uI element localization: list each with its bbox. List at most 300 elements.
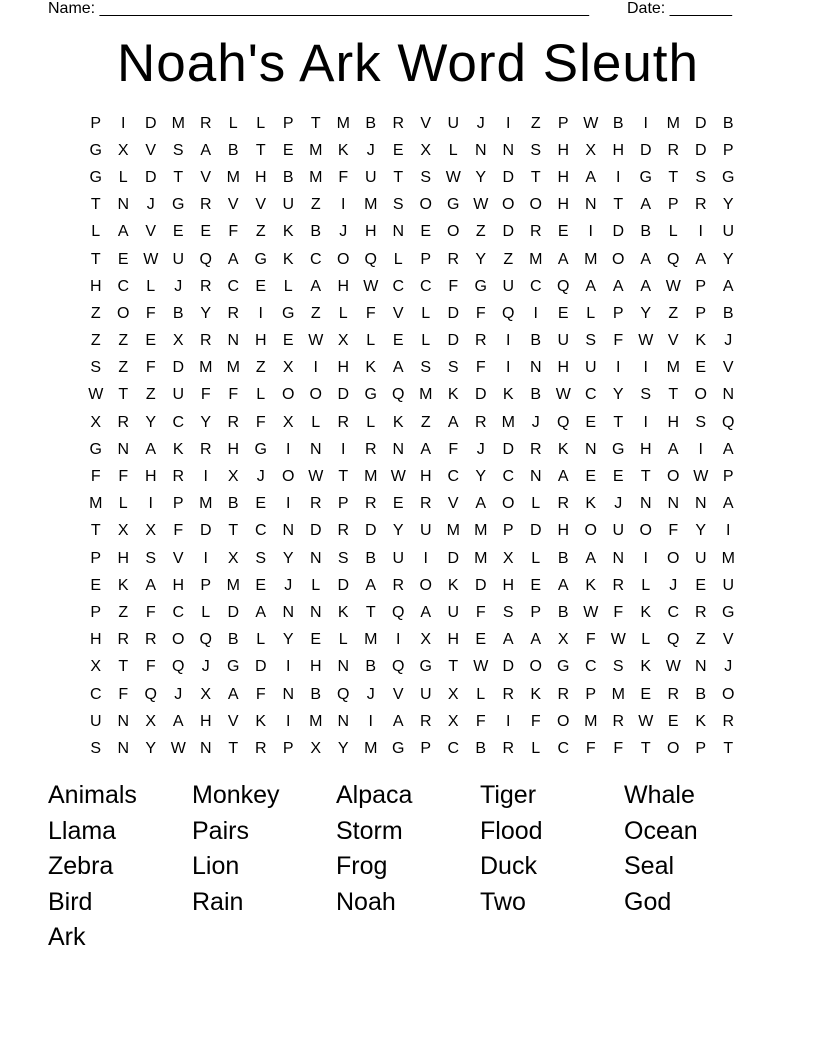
grid-letter: B	[227, 495, 239, 513]
grid-letter: N	[282, 522, 295, 540]
grid-letter: B	[172, 304, 184, 322]
grid-letter: M	[309, 168, 323, 186]
grid-letter: I	[698, 223, 703, 241]
grid-letter: A	[392, 712, 404, 730]
grid-letter: Z	[530, 114, 541, 132]
grid-letter: K	[365, 359, 377, 377]
grid-letter: L	[668, 223, 678, 241]
grid-letter: F	[613, 739, 624, 757]
grid-letter: T	[613, 196, 624, 214]
letter-grid	[82, 110, 742, 763]
grid-letter: I	[698, 440, 703, 458]
grid-letter: D	[447, 549, 460, 567]
grid-letter: X	[90, 658, 102, 676]
grid-letter: I	[368, 712, 373, 730]
grid-letter: U	[172, 386, 185, 404]
grid-letter: V	[227, 196, 239, 214]
grid-letter: Q	[557, 413, 570, 431]
grid-letter: L	[228, 114, 238, 132]
grid-letter: J	[669, 576, 678, 594]
grid-letter: S	[145, 549, 157, 567]
grid-letter: R	[447, 250, 460, 268]
grid-letter: S	[420, 168, 432, 186]
grid-letter: S	[337, 549, 349, 567]
grid-letter: C	[117, 277, 130, 295]
word-list-item: Two	[480, 887, 526, 916]
grid-letter: G	[172, 196, 185, 214]
grid-letter: C	[667, 603, 680, 621]
grid-letter: K	[255, 712, 267, 730]
grid-letter: L	[256, 386, 266, 404]
grid-letter: Y	[337, 739, 349, 757]
grid-letter: L	[146, 277, 156, 295]
word-list	[48, 778, 768, 956]
grid-letter: O	[529, 196, 542, 214]
grid-letter: N	[309, 440, 322, 458]
grid-letter: K	[557, 440, 569, 458]
grid-letter: G	[722, 603, 735, 621]
grid-letter: S	[420, 359, 432, 377]
grid-letter: W	[473, 658, 489, 676]
grid-letter: E	[585, 468, 597, 486]
grid-letter: F	[118, 685, 129, 703]
grid-letter: P	[667, 196, 679, 214]
grid-letter: X	[90, 413, 102, 431]
word-list-item: Rain	[192, 887, 244, 916]
grid-letter: Z	[118, 359, 129, 377]
word-list-item: Ocean	[624, 816, 698, 845]
grid-letter: H	[89, 277, 102, 295]
grid-letter: J	[476, 114, 485, 132]
date-field-label: Date: _______	[627, 0, 732, 17]
grid-letter: C	[557, 739, 570, 757]
grid-letter: K	[337, 603, 349, 621]
grid-letter: E	[310, 631, 322, 649]
grid-letter: K	[392, 413, 404, 431]
grid-letter: J	[201, 658, 210, 676]
grid-letter: F	[668, 522, 679, 540]
grid-letter: A	[365, 576, 377, 594]
grid-letter: H	[557, 359, 570, 377]
grid-letter: X	[585, 141, 597, 159]
grid-letter: M	[666, 359, 680, 377]
grid-letter: L	[256, 114, 266, 132]
grid-letter: C	[172, 413, 185, 431]
grid-letter: A	[722, 495, 734, 513]
grid-letter: A	[585, 549, 597, 567]
grid-letter: D	[474, 576, 487, 594]
grid-letter: U	[419, 522, 432, 540]
grid-letter: Y	[475, 168, 487, 186]
grid-letter: H	[557, 196, 570, 214]
grid-letter: U	[89, 712, 102, 730]
grid-letter: O	[419, 576, 432, 594]
grid-letter: I	[341, 440, 346, 458]
grid-letter: N	[117, 739, 130, 757]
grid-letter: R	[474, 413, 487, 431]
grid-letter: N	[392, 223, 405, 241]
grid-letter: I	[286, 440, 291, 458]
word-list-item: Pairs	[192, 816, 249, 845]
grid-letter: J	[339, 223, 348, 241]
grid-letter: I	[533, 304, 538, 322]
grid-letter: R	[144, 631, 157, 649]
grid-letter: Q	[364, 250, 377, 268]
grid-letter: E	[392, 332, 404, 350]
grid-letter: S	[612, 658, 624, 676]
grid-letter: O	[309, 386, 322, 404]
grid-letter: B	[310, 223, 322, 241]
grid-letter: M	[721, 549, 735, 567]
grid-letter: Y	[722, 250, 734, 268]
grid-letter: O	[639, 522, 652, 540]
grid-letter: U	[364, 168, 377, 186]
grid-letter: N	[337, 658, 350, 676]
grid-letter: N	[639, 495, 652, 513]
grid-letter: N	[309, 549, 322, 567]
grid-letter: E	[172, 223, 184, 241]
grid-letter: F	[448, 277, 459, 295]
grid-letter: N	[117, 712, 130, 730]
grid-letter: W	[473, 196, 489, 214]
grid-letter: D	[694, 141, 707, 159]
grid-letter: Q	[392, 603, 405, 621]
grid-letter: X	[557, 631, 569, 649]
grid-letter: X	[117, 522, 129, 540]
word-list-item: Lion	[192, 852, 240, 880]
grid-letter: I	[643, 114, 648, 132]
word-list-item: Tiger	[480, 781, 537, 809]
grid-letter: W	[665, 277, 681, 295]
grid-letter: R	[254, 739, 267, 757]
grid-letter: B	[612, 114, 624, 132]
grid-letter: L	[531, 739, 541, 757]
grid-letter: A	[420, 440, 432, 458]
grid-letter: G	[227, 658, 240, 676]
grid-letter: R	[529, 440, 542, 458]
grid-letter: R	[309, 495, 322, 513]
grid-letter: B	[365, 114, 377, 132]
grid-letter: A	[722, 440, 734, 458]
grid-letter: V	[227, 712, 239, 730]
grid-letter: B	[365, 549, 377, 567]
grid-letter: Z	[310, 304, 321, 322]
grid-letter: S	[530, 141, 542, 159]
grid-letter: S	[585, 332, 597, 350]
grid-letter: P	[722, 141, 734, 159]
grid-letter: Q	[144, 685, 157, 703]
grid-letter: L	[476, 685, 486, 703]
grid-letter: I	[148, 495, 153, 513]
grid-letter: G	[722, 168, 735, 186]
grid-letter: R	[227, 413, 240, 431]
grid-letter: D	[639, 141, 652, 159]
grid-letter: N	[227, 332, 240, 350]
grid-letter: C	[419, 277, 432, 295]
grid-letter: U	[502, 277, 515, 295]
grid-letter: E	[282, 332, 294, 350]
grid-letter: B	[227, 141, 239, 159]
grid-letter: A	[557, 576, 569, 594]
grid-letter: I	[396, 631, 401, 649]
grid-letter: L	[641, 631, 651, 649]
grid-letter: K	[282, 250, 294, 268]
grid-letter: C	[447, 739, 460, 757]
grid-letter: M	[501, 413, 515, 431]
grid-letter: Y	[282, 631, 294, 649]
grid-letter: T	[668, 386, 679, 404]
grid-letter: O	[502, 196, 515, 214]
grid-letter: N	[584, 440, 597, 458]
grid-letter: X	[420, 141, 432, 159]
grid-letter: H	[199, 712, 212, 730]
grid-letter: Y	[200, 413, 212, 431]
grid-letter: P	[282, 739, 294, 757]
grid-letter: D	[502, 440, 515, 458]
grid-letter: R	[364, 440, 377, 458]
grid-letter: A	[200, 141, 212, 159]
grid-letter: M	[171, 114, 185, 132]
grid-letter: U	[584, 359, 597, 377]
grid-letter: T	[393, 168, 404, 186]
grid-letter: B	[365, 658, 377, 676]
grid-letter: T	[90, 196, 101, 214]
grid-letter: M	[364, 196, 378, 214]
grid-letter: N	[337, 712, 350, 730]
grid-letter: F	[530, 712, 541, 730]
grid-letter: P	[337, 495, 349, 513]
grid-letter: F	[228, 223, 239, 241]
grid-letter: A	[420, 603, 432, 621]
grid-letter: G	[254, 250, 267, 268]
grid-letter: P	[695, 277, 707, 295]
grid-letter: A	[227, 685, 239, 703]
grid-letter: R	[694, 603, 707, 621]
grid-letter: Z	[695, 631, 706, 649]
grid-letter: Z	[90, 332, 101, 350]
grid-letter: N	[392, 440, 405, 458]
grid-letter: V	[667, 332, 679, 350]
grid-letter: E	[640, 685, 652, 703]
grid-letter: I	[506, 359, 511, 377]
grid-letter: I	[643, 359, 648, 377]
grid-letter: C	[172, 603, 185, 621]
grid-letter: A	[640, 250, 652, 268]
grid-letter: N	[529, 468, 542, 486]
grid-letter: L	[531, 549, 541, 567]
grid-letter: S	[255, 549, 267, 567]
word-list-item: Noah	[336, 887, 396, 916]
grid-letter: F	[585, 631, 596, 649]
grid-letter: H	[144, 468, 157, 486]
grid-letter: H	[639, 440, 652, 458]
grid-letter: F	[338, 168, 349, 186]
grid-letter: Z	[668, 304, 679, 322]
grid-letter: H	[364, 223, 377, 241]
grid-letter: K	[172, 440, 184, 458]
grid-letter: W	[88, 386, 104, 404]
grid-letter: A	[722, 277, 734, 295]
grid-letter: F	[448, 440, 459, 458]
grid-letter: T	[310, 114, 321, 132]
grid-letter: O	[557, 712, 570, 730]
grid-letter: T	[255, 141, 266, 159]
grid-letter: W	[638, 712, 654, 730]
grid-letter: H	[254, 168, 267, 186]
word-list-item: Zebra	[48, 852, 114, 880]
grid-letter: P	[420, 739, 432, 757]
grid-letter: R	[557, 495, 570, 513]
grid-letter: Q	[392, 386, 405, 404]
grid-letter: L	[448, 141, 458, 159]
grid-letter: W	[143, 250, 159, 268]
grid-letter: Z	[90, 304, 101, 322]
grid-letter: B	[310, 685, 322, 703]
grid-letter: N	[694, 658, 707, 676]
grid-letter: E	[557, 304, 569, 322]
grid-letter: X	[310, 739, 322, 757]
grid-letter: F	[613, 603, 624, 621]
grid-letter: O	[694, 386, 707, 404]
grid-letter: E	[585, 413, 597, 431]
grid-letter: F	[145, 359, 156, 377]
grid-letter: V	[145, 223, 157, 241]
grid-letter: O	[172, 631, 185, 649]
grid-letter: O	[722, 685, 735, 703]
grid-letter: M	[529, 250, 543, 268]
grid-letter: G	[447, 196, 460, 214]
grid-letter: M	[226, 168, 240, 186]
word-list-item: Bird	[48, 887, 93, 916]
grid-letter: A	[145, 440, 157, 458]
grid-letter: V	[722, 359, 734, 377]
grid-letter: A	[557, 250, 569, 268]
grid-letter: X	[282, 413, 294, 431]
grid-letter: L	[338, 304, 348, 322]
grid-letter: F	[145, 658, 156, 676]
grid-letter: K	[447, 386, 459, 404]
grid-letter: Q	[557, 277, 570, 295]
grid-letter: V	[255, 196, 267, 214]
grid-letter: R	[502, 739, 515, 757]
grid-letter: P	[722, 468, 734, 486]
grid-letter: O	[447, 223, 460, 241]
grid-letter: C	[529, 277, 542, 295]
word-list-item: Ark	[48, 923, 86, 951]
grid-letter: Y	[282, 549, 294, 567]
grid-letter: J	[284, 576, 293, 594]
grid-letter: P	[502, 522, 514, 540]
grid-letter: K	[640, 658, 652, 676]
grid-letter: H	[254, 332, 267, 350]
grid-letter: P	[90, 603, 102, 621]
word-list-item: Llama	[48, 816, 117, 845]
grid-letter: B	[475, 739, 487, 757]
grid-letter: H	[117, 549, 130, 567]
grid-letter: A	[530, 631, 542, 649]
grid-letter: D	[694, 114, 707, 132]
grid-letter: N	[584, 196, 597, 214]
grid-letter: Q	[199, 631, 212, 649]
grid-letter: P	[90, 114, 102, 132]
grid-letter: X	[117, 141, 129, 159]
grid-letter: L	[283, 277, 293, 295]
grid-letter: A	[585, 277, 597, 295]
grid-letter: A	[695, 250, 707, 268]
grid-letter: W	[665, 658, 681, 676]
grid-letter: M	[364, 631, 378, 649]
grid-letter: T	[338, 468, 349, 486]
grid-letter: U	[612, 522, 625, 540]
grid-letter: M	[584, 712, 598, 730]
grid-letter: D	[254, 658, 267, 676]
grid-letter: M	[364, 468, 378, 486]
grid-letter: R	[172, 468, 185, 486]
grid-letter: P	[282, 114, 294, 132]
grid-letter: X	[145, 522, 157, 540]
grid-letter: S	[447, 359, 459, 377]
grid-letter: B	[557, 549, 569, 567]
grid-letter: A	[392, 359, 404, 377]
grid-letter: W	[693, 468, 709, 486]
grid-letter: A	[172, 712, 184, 730]
grid-letter: V	[392, 304, 404, 322]
grid-letter: K	[447, 576, 459, 594]
grid-letter: C	[309, 250, 322, 268]
grid-letter: J	[256, 468, 265, 486]
grid-letter: G	[282, 304, 295, 322]
grid-letter: A	[667, 440, 679, 458]
grid-letter: T	[723, 739, 734, 757]
grid-letter: D	[144, 114, 157, 132]
grid-letter: Q	[392, 658, 405, 676]
grid-letter: I	[643, 413, 648, 431]
grid-letter: R	[612, 712, 625, 730]
grid-letter: A	[475, 495, 487, 513]
grid-letter: M	[611, 685, 625, 703]
grid-letter: D	[199, 522, 212, 540]
page-title: Noah's Ark Word Sleuth	[116, 34, 700, 93]
grid-letter: E	[392, 495, 404, 513]
grid-letter: L	[118, 495, 128, 513]
grid-letter: G	[254, 440, 267, 458]
grid-letter: T	[118, 658, 129, 676]
grid-letter: R	[117, 413, 130, 431]
grid-letter: M	[309, 712, 323, 730]
grid-letter: L	[256, 631, 266, 649]
grid-letter: O	[282, 468, 295, 486]
grid-letter: A	[612, 277, 624, 295]
grid-letter: Y	[475, 250, 487, 268]
grid-letter: F	[173, 522, 184, 540]
grid-letter: F	[255, 413, 266, 431]
grid-letter: M	[199, 359, 213, 377]
grid-letter: A	[310, 277, 322, 295]
grid-letter: R	[199, 440, 212, 458]
grid-letter: K	[282, 223, 294, 241]
grid-letter: I	[643, 549, 648, 567]
grid-letter: D	[227, 603, 240, 621]
grid-letter: Q	[337, 685, 350, 703]
grid-letter: A	[557, 468, 569, 486]
grid-letter: A	[447, 413, 459, 431]
grid-letter: U	[172, 250, 185, 268]
grid-letter: J	[146, 196, 155, 214]
grid-letter: Y	[145, 413, 157, 431]
grid-letter: X	[447, 685, 459, 703]
grid-letter: T	[613, 413, 624, 431]
grid-letter: N	[612, 549, 625, 567]
